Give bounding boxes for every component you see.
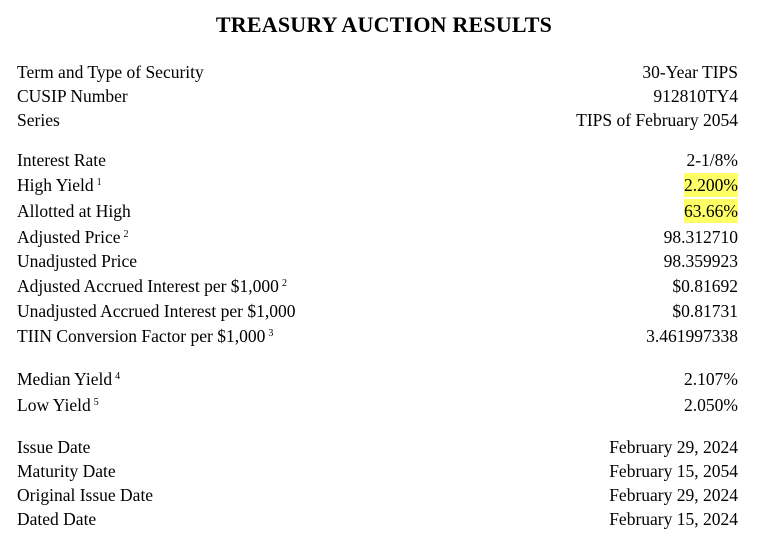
row-allotted-at-high [17,199,738,223]
row-label: Unadjusted Price [17,251,138,271]
row-label: Adjusted Price $^2$ [17,227,129,247]
row-value: TIPS of February 2054 [576,110,738,130]
row-term-and-type [17,60,738,84]
footnote-marker: 1 [96,177,102,188]
row-value: 2.107% [684,369,738,389]
page-title: TREASURY AUCTION RESULTS [215,12,553,37]
row-series [17,108,738,132]
row-cusip [17,84,738,108]
row-value: 2.050% [684,395,738,415]
row-label: Low Yield $^5$ [17,395,99,415]
row-label: Interest Rate [17,150,106,170]
row-interest-rate [17,148,738,172]
row-maturity-date [17,459,738,483]
row-value-highlighted: 63.66% [684,201,738,221]
row-adjusted-accrued-interest [17,274,738,298]
row-label: Dated Date [17,509,97,529]
row-issue-date [17,435,738,459]
row-value: February 29, 2024 [609,485,738,505]
row-label: Unadjusted Accrued Interest per $1,000 [17,301,296,321]
footnote-marker: 2 [123,229,129,240]
row-value: $0.81731 [672,301,738,321]
row-label: Issue Date [17,437,91,457]
row-value: 2-1/8% [686,150,738,170]
row-label: TIIN Conversion Factor per $1,000 $^3$ [17,326,274,346]
row-label: High Yield $^1$ [17,175,102,195]
row-label: Adjusted Accrued Interest per $1,000 $^2$ [17,276,287,296]
row-value: 30-Year TIPS [642,62,738,82]
row-adjusted-price [17,225,738,249]
row-value: 98.359923 [663,251,738,271]
row-value: February 29, 2024 [609,437,738,457]
row-high-yield [17,173,738,197]
row-value: $0.81692 [672,276,738,296]
row-dated-date [17,507,738,531]
row-value: 98.312710 [663,227,738,247]
row-label: Term and Type of Security [17,62,204,82]
row-value-highlighted: 2.200% [684,175,738,195]
footnote-marker: 2 [281,278,287,289]
row-label: Maturity Date [17,461,116,481]
row-label: Series [17,110,60,130]
row-unadjusted-price [17,249,738,273]
row-value: 3.461997338 [646,326,738,346]
row-unadjusted-accrued-interest [17,299,738,323]
footnote-marker: 3 [268,328,274,339]
row-value: February 15, 2024 [609,509,738,529]
row-tiin-conversion-factor [17,324,738,348]
row-original-issue-date [17,483,738,507]
footnote-marker: 4 [115,371,121,382]
row-label: Median Yield $^4$ [17,369,121,389]
row-value: February 15, 2054 [609,461,738,481]
footnote-marker: 5 [93,397,99,408]
row-label: Original Issue Date [17,485,154,505]
row-value: 912810TY4 [653,86,738,106]
row-median-yield [17,367,738,391]
row-label: Allotted at High [17,201,131,221]
row-label: CUSIP Number [17,86,128,106]
row-low-yield [17,393,738,417]
